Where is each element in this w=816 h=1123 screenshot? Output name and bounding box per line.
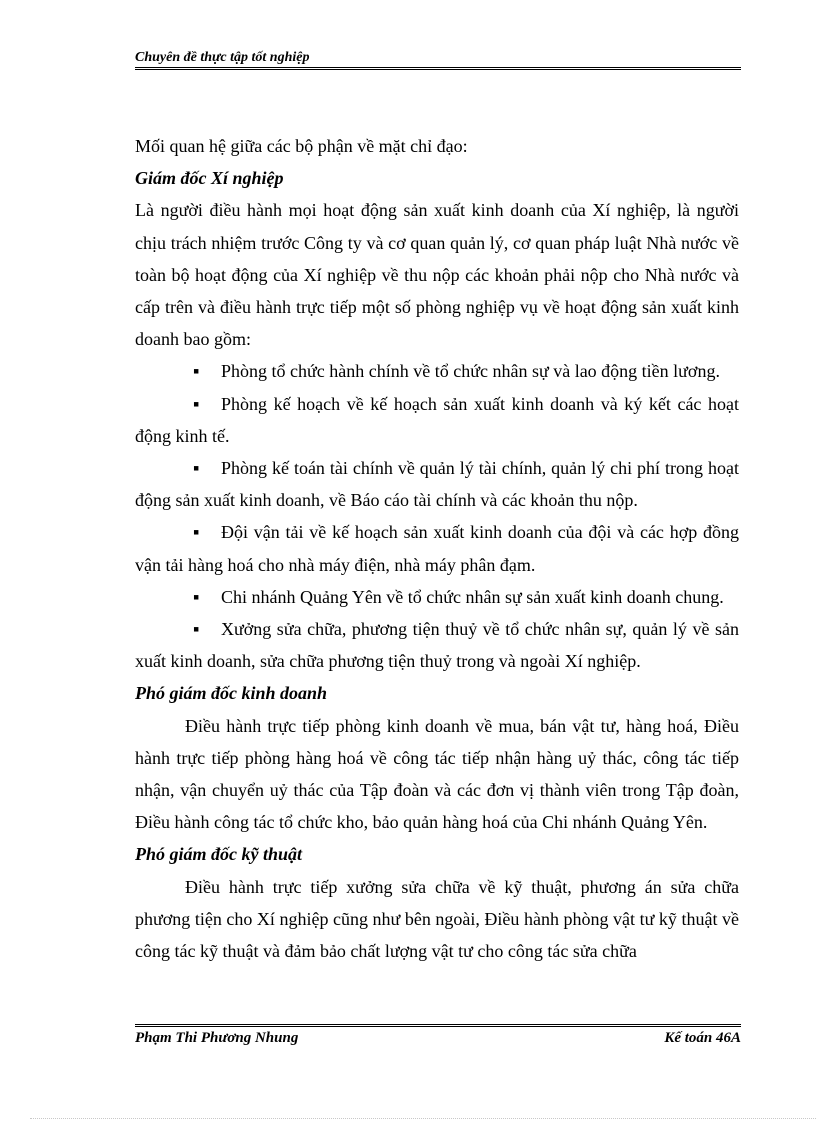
- bullet-icon: ▪: [193, 393, 200, 414]
- deputy-business-paragraph: Điều hành trực tiếp phòng kinh doanh về mua, bán vật tư, hàng hoá, Điều hành trực tiếp phòng hàng hoá về công tác tiếp nhận hàng uỷ thác, công tác tiếp nhận, vận chuyển uỷ thác của Tập đoàn và các đơn vị thành viên trong Tập đoàn, Điều hành công tác tổ chức kho, bảo quản hàng hoá của Chi nhánh Quảng Yên.: [135, 715, 739, 833]
- bullet-icon: ▪: [193, 361, 200, 382]
- bullet-icon: ▪: [193, 522, 200, 543]
- bullet-icon: ▪: [193, 458, 200, 479]
- heading-director: Giám đốc Xí nghiệp: [135, 168, 284, 189]
- list-item: ▪ Chi nhánh Quảng Yên về tổ chức nhân sự sản xuất kinh doanh chung.: [135, 581, 739, 613]
- list-item: ▪ Phòng kế hoạch về kế hoạch sản xuất kinh doanh và ký kết các hoạt động kinh tế.: [135, 388, 739, 452]
- footer-rule: [135, 1024, 741, 1027]
- director-paragraph: Là người điều hành mọi hoạt động sản xuất kinh doanh của Xí nghiệp, là người chịu trách nhiệm trước Công ty và cơ quan quản lý, cơ quan pháp luật Nhà nước về toàn bộ hoạt động của Xí nghiệp về thu nộp các khoản phải nộp cho Nhà nước và cấp trên và điều hành trực tiếp một số phòng nghiệp vụ về hoạt động sản xuất kinh doanh bao gồm:: [135, 200, 739, 350]
- document-body: [135, 130, 739, 967]
- footer-class: Kế toán 46A: [664, 1030, 741, 1046]
- page-header-title: Chuyên đề thực tập tốt nghiệp: [135, 50, 310, 65]
- heading-deputy-business: Phó giám đốc kinh doanh: [135, 683, 328, 704]
- deputy-technical-paragraph: Điều hành trực tiếp xưởng sửa chữa về kỹ thuật, phương án sửa chữa phương tiện cho Xí nghiệp cũng như bên ngoài, Điều hành phòng vật tư kỹ thuật về công tác kỹ thuật và đảm bảo chất lượng vật tư cho công tác sửa chữa: [135, 876, 739, 962]
- header-rule: [135, 67, 741, 70]
- list-item: ▪ Phòng kế toán tài chính về quản lý tài chính, quản lý chi phí trong hoạt động sản xuất kinh doanh, về Báo cáo tài chính và các khoản thu nộp.: [135, 452, 739, 516]
- list-item: ▪ Phòng tổ chức hành chính về tổ chức nhân sự và lao động tiền lương.: [135, 355, 739, 387]
- bullet-icon: ▪: [193, 586, 200, 607]
- page-edge-divider: [30, 1118, 816, 1119]
- list-item: ▪ Đội vận tải về kế hoạch sản xuất kinh doanh của đội và các hợp đồng vận tải hàng hoá cho nhà máy điện, nhà máy phân đạm.: [135, 516, 739, 580]
- heading-deputy-technical: Phó giám đốc kỹ thuật: [135, 844, 303, 865]
- footer-author: Phạm Thi Phương Nhung: [135, 1030, 299, 1046]
- list-item: ▪ Xưởng sửa chữa, phương tiện thuỷ về tổ chức nhân sự, quản lý về sản xuất kinh doanh, sửa chữa phương tiện thuỷ trong và ngoài Xí nghiệp.: [135, 613, 739, 677]
- intro-line: Mối quan hệ giữa các bộ phận về mặt chỉ đạo:: [135, 136, 468, 156]
- bullet-icon: ▪: [193, 619, 200, 640]
